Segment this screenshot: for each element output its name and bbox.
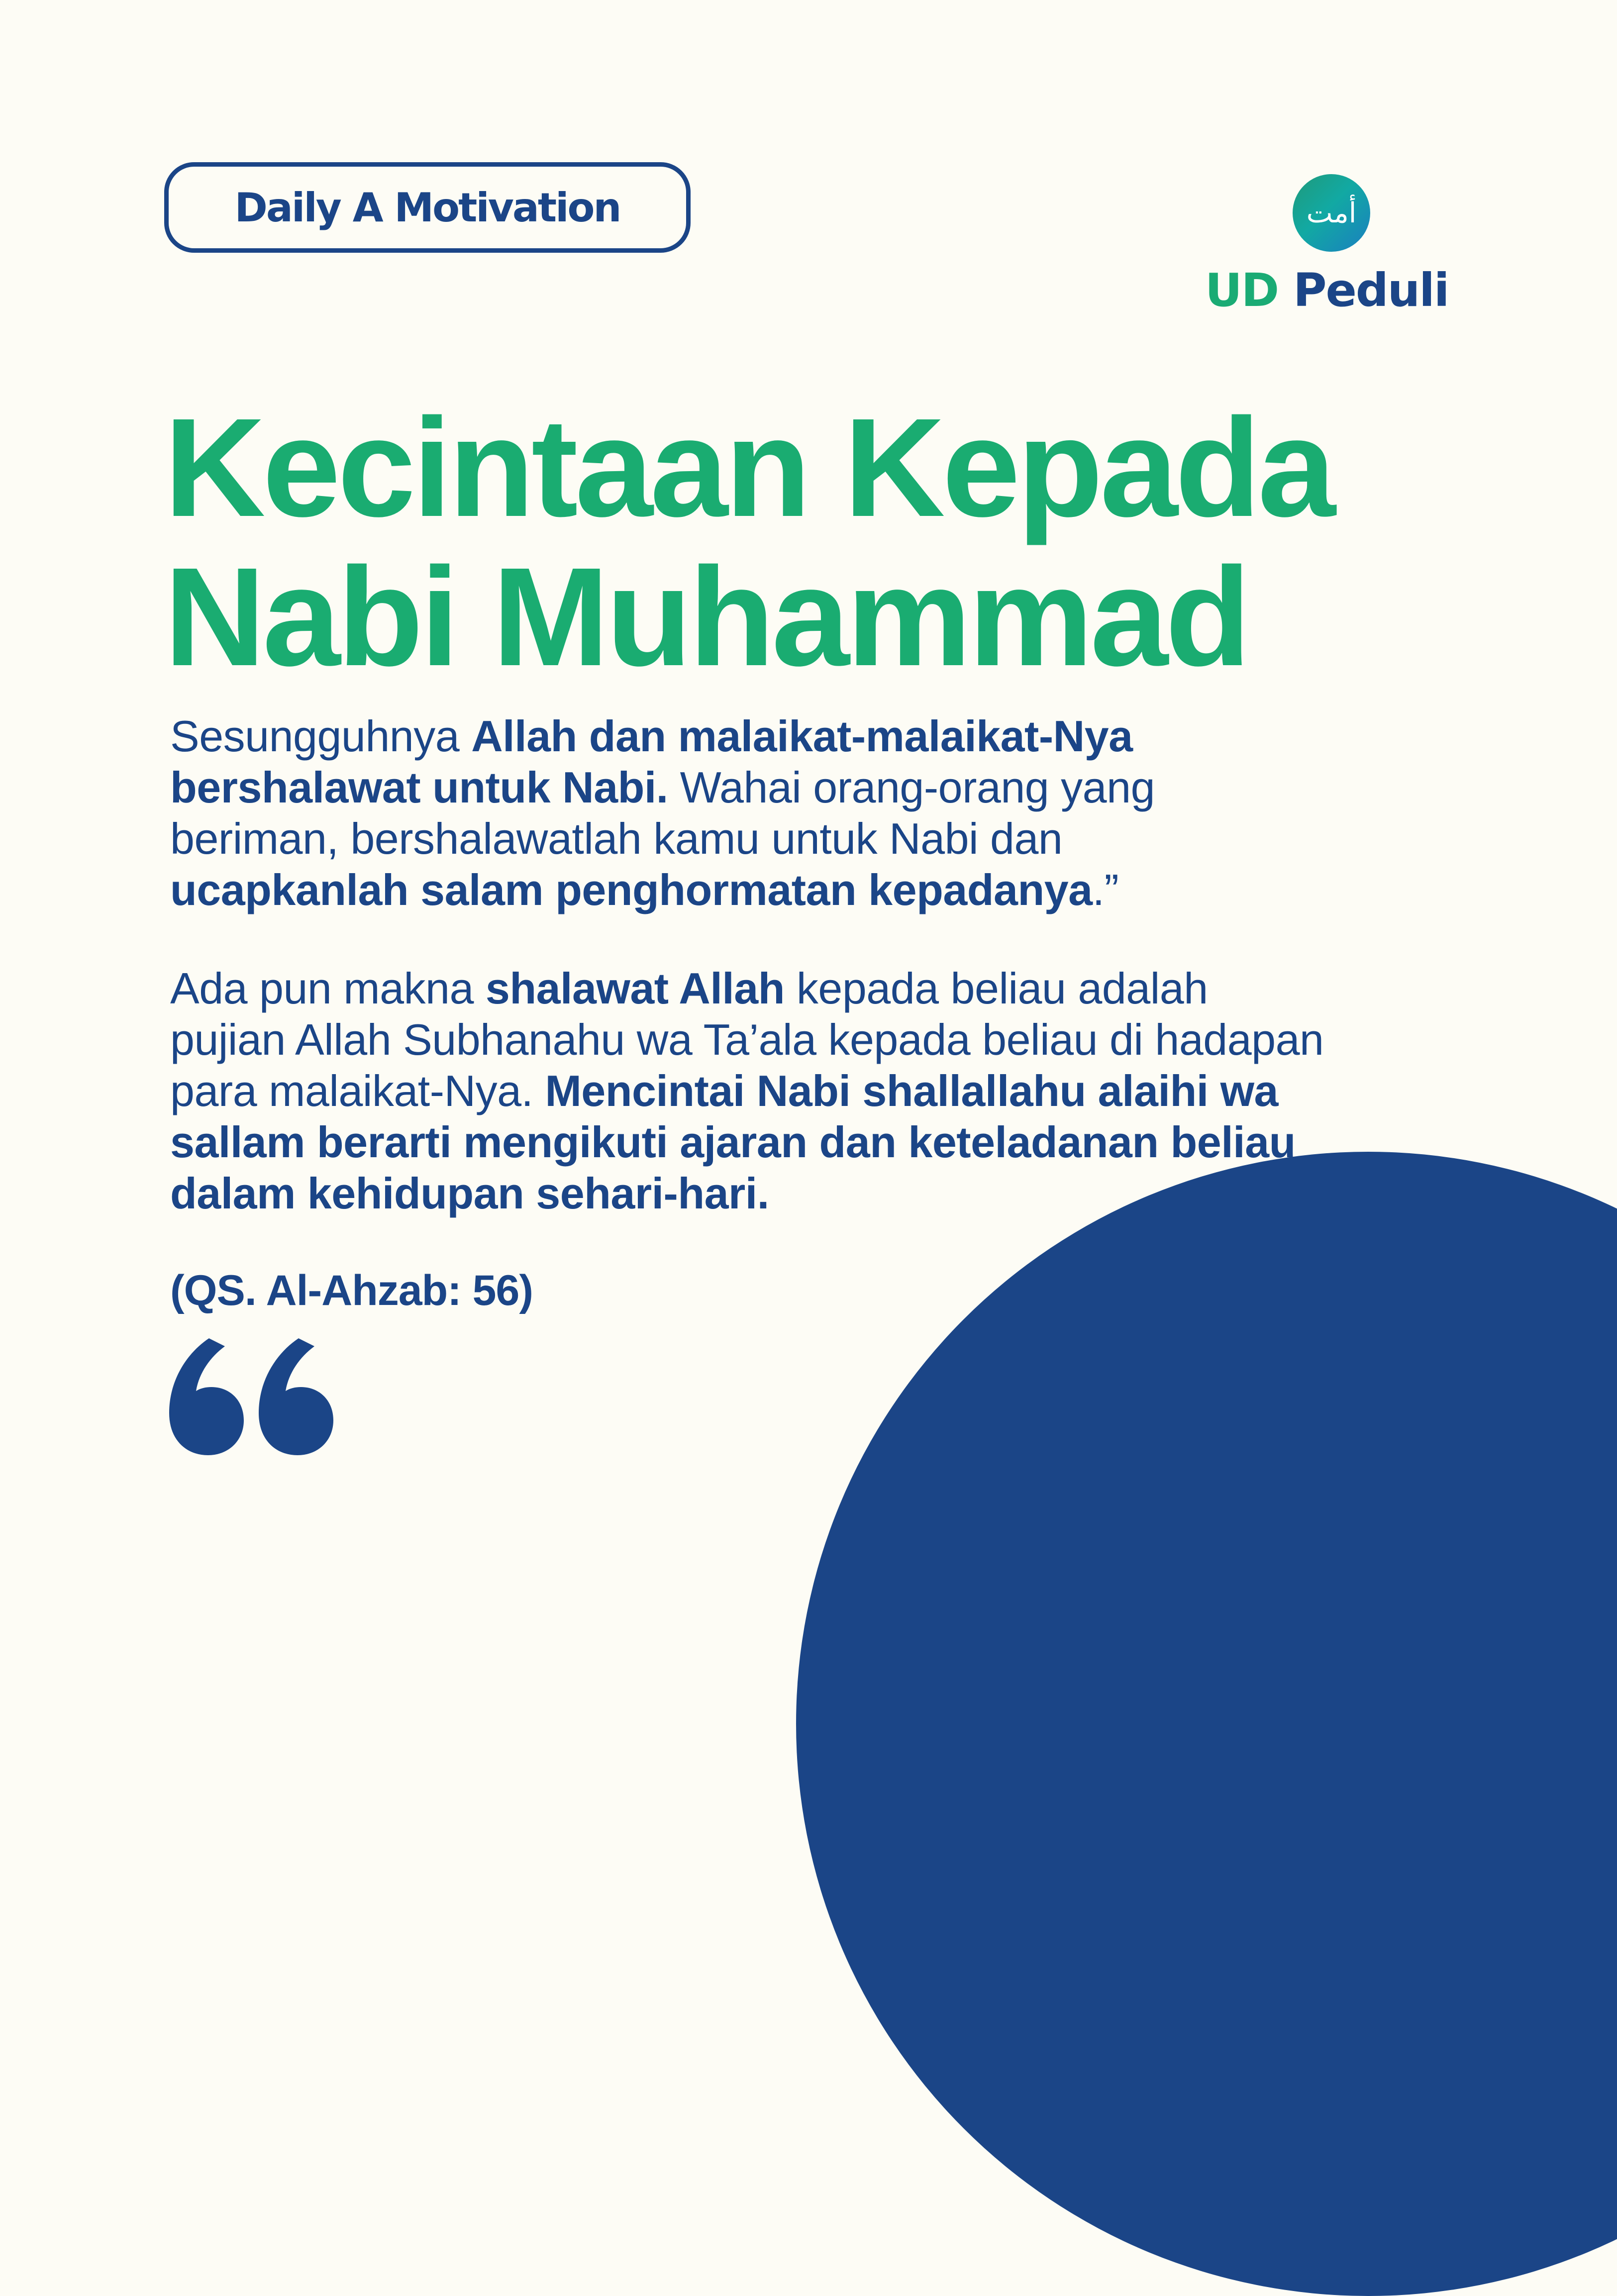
verse-source: (QS. Al-Ahzab: 56) [170,1267,533,1314]
explanation-emphasis: shalawat Allah [485,964,785,1013]
verse-text: Sesungguhnya [170,711,472,761]
explanation-line-2: pujian Allah Subhanahu wa Ta’ala kepada beliau di hadapan [170,1015,1324,1064]
logo-wordmark [1205,264,1448,317]
daily-motivation-badge [164,162,691,253]
logo-mark-icon [1293,174,1370,252]
explanation-line-1 [170,963,1553,1014]
verse-emphasis: Allah dan malaikat-malaikat-Nya [471,711,1133,761]
page-title [164,389,1557,695]
explanation-emphasis: sallam berarti mengikuti ajaran dan keteladanan beliau [170,1117,1296,1167]
explanation-emphasis: Mencintai Nabi shallallahu alaihi wa [545,1066,1278,1115]
logo-mark-text: أمت [1306,197,1357,229]
explanation-emphasis: dalam kehidupan sehari-hari. [170,1169,769,1218]
verse-emphasis: bershalawat untuk Nabi. [170,763,668,812]
explanation-line-4 [170,1116,1553,1168]
badge-label: Daily A Motivation [234,184,620,231]
verse-emphasis: ucapkanlah salam penghormatan kepadanya [170,865,1093,914]
verse-line-4 [170,864,1553,915]
verse-line-2 [170,762,1553,813]
opening-quote-icon [164,1333,336,1458]
logo-word-ud: UD [1205,264,1279,317]
explanation-text: Ada pun makna [170,964,486,1013]
ud-peduli-logo [1204,169,1468,318]
verse-line-1 [170,710,1553,762]
verse-text: Wahai orang-orang yang [668,763,1155,812]
verse-paragraph [170,710,1553,915]
explanation-text: para malaikat-Nya. [170,1066,545,1115]
verse-text: .” [1092,865,1119,914]
title-line-1: Kecintaan Kepada [164,389,1333,546]
explanation-paragraph [170,963,1553,1219]
explanation-line-5 [170,1168,1553,1219]
explanation-text: kepada beliau adalah [784,964,1208,1013]
logo-word-peduli: Peduli [1293,264,1449,317]
explanation-line-3 [170,1065,1553,1116]
decorative-circle [796,1152,1617,2296]
title-line-2: Nabi Muhammad [164,538,1248,695]
verse-line-3: beriman, bershalawatlah kamu untuk Nabi dan [170,814,1063,863]
